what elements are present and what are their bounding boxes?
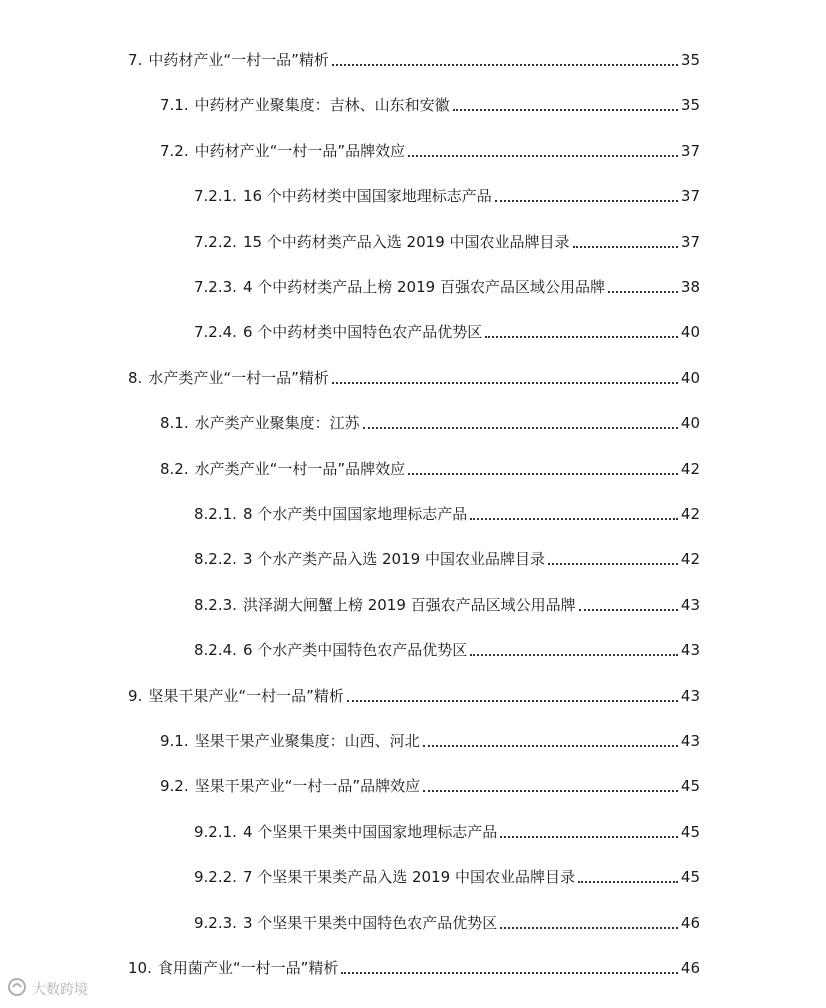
- toc-entry-number: 8.1.: [160, 414, 189, 433]
- toc-entry-title: 坚果干果产业聚集度：山西、河北: [194, 732, 420, 750]
- toc-entry-number: 7.2.: [160, 141, 189, 160]
- toc-page-number: 40: [680, 323, 700, 342]
- toc-entry-number: 9.2.3.: [194, 913, 237, 932]
- toc-dot-leader: [608, 290, 678, 293]
- toc-entry-title: 8 个水产类中国国家地理标志产品: [242, 505, 468, 523]
- toc-page-number: 45: [680, 777, 700, 796]
- toc-entry-title: 洪泽湖大闸蟹上榜 2019 百强农产品区域公用品牌: [242, 595, 576, 614]
- toc-page-number: 42: [680, 459, 700, 478]
- toc-dot-leader: [495, 199, 678, 202]
- toc-entry-title: 6 个水产类中国特色农产品优势区: [242, 641, 468, 660]
- toc-entry[interactable]: [160, 770, 700, 796]
- toc-entry-number: 9.2.2.: [194, 868, 237, 887]
- toc-entry-number: 9.2.: [160, 777, 189, 796]
- toc-dot-leader: [408, 472, 678, 475]
- toc-entry[interactable]: [194, 861, 700, 887]
- toc-entry-title: 3 个水产类产品入选 2019 中国农业品牌目录: [242, 550, 545, 569]
- toc-page-number: 40: [680, 368, 700, 387]
- toc-entry-title: 中药材产业聚集度：吉林、山东和安徽: [194, 96, 450, 115]
- toc-entry-number: 7.2.2.: [194, 232, 237, 251]
- toc-dot-leader: [341, 971, 678, 974]
- toc-entry-number: 7.2.1.: [194, 187, 237, 206]
- toc-entry[interactable]: [194, 498, 700, 524]
- toc-page-number: 46: [680, 959, 700, 977]
- toc-page-number: 43: [680, 641, 700, 660]
- toc-entry-title: 水产类产业“一村一品”精析: [148, 368, 329, 387]
- toc-entry-title: 4 个中药材类产品上榜 2019 百强农产品区域公用品牌: [242, 278, 605, 296]
- toc-dot-leader: [500, 835, 678, 838]
- toc-page-number: 35: [680, 96, 700, 115]
- toc-page-number: 43: [680, 732, 700, 750]
- toc-page-number: 37: [680, 187, 700, 206]
- toc-page-number: 37: [680, 232, 700, 251]
- toc-entry[interactable]: [128, 44, 700, 70]
- toc-entry-number: 8.2.2.: [194, 550, 237, 569]
- toc-entry-number: 8.2.: [160, 459, 189, 478]
- toc-entry-title: 中药材产业“一村一品”品牌效应: [194, 141, 406, 160]
- toc-entry-title: 7 个坚果干果类产品入选 2019 中国农业品牌目录: [242, 868, 575, 887]
- toc-page-number: 43: [680, 595, 700, 614]
- toc-dot-leader: [548, 562, 678, 565]
- toc-entry-number: 9.1.: [160, 732, 189, 750]
- toc-page-number: 38: [680, 278, 700, 296]
- toc-entry-title: 4 个坚果干果类中国国家地理标志产品: [242, 822, 498, 841]
- toc-dot-leader: [423, 789, 678, 792]
- toc-dot-leader: [573, 245, 678, 248]
- toc-page-number: 45: [680, 822, 700, 841]
- toc-dot-leader: [485, 335, 678, 338]
- toc-entry-number: 8.: [128, 368, 143, 387]
- toc-entry[interactable]: [194, 589, 700, 615]
- toc-entry-number: 7.2.3.: [194, 278, 237, 296]
- toc-entry-title: 水产类产业聚集度：江苏: [194, 414, 360, 433]
- toc-page-number: 37: [680, 141, 700, 160]
- toc-entry-number: 7.1.: [160, 96, 189, 115]
- toc-entry-number: 8.2.3.: [194, 595, 237, 614]
- toc-entry-number: 8.2.4.: [194, 641, 237, 660]
- toc-entry-title: 16 个中药材类中国国家地理标志产品: [242, 187, 492, 206]
- toc-entry[interactable]: [128, 680, 700, 706]
- toc-dot-leader: [332, 381, 678, 384]
- watermark-text: 大数跨境: [32, 982, 88, 998]
- toc-page-number: 45: [680, 868, 700, 887]
- toc-entry-number: 7.: [128, 51, 143, 69]
- toc-entry[interactable]: [194, 907, 700, 933]
- toc-entry-number: 8.2.1.: [194, 505, 237, 523]
- toc-dot-leader: [578, 880, 678, 883]
- toc-dot-leader: [363, 426, 678, 429]
- toc-dot-leader: [453, 108, 678, 111]
- toc-entry[interactable]: [194, 226, 700, 252]
- toc-entry-number: 7.2.4.: [194, 323, 237, 342]
- toc-entry[interactable]: [160, 89, 700, 115]
- toc-entry-title: 食用菌产业“一村一品”精析: [157, 959, 339, 977]
- toc-entry[interactable]: [194, 271, 700, 297]
- toc-dot-leader: [470, 517, 678, 520]
- toc-dot-leader: [470, 653, 678, 656]
- toc-dot-leader: [500, 926, 678, 929]
- toc-entry[interactable]: [194, 180, 700, 206]
- toc-entry-title: 15 个中药材类产品入选 2019 中国农业品牌目录: [242, 232, 570, 251]
- toc-entry-title: 坚果干果产业“一村一品”精析: [148, 686, 344, 705]
- toc-dot-leader: [423, 744, 678, 747]
- toc-dot-leader: [408, 154, 678, 157]
- toc-entry-title: 6 个中药材类中国特色农产品优势区: [242, 323, 483, 342]
- toc-entry-title: 坚果干果产业“一村一品”品牌效应: [194, 777, 421, 796]
- toc-entry-number: 10.: [128, 959, 152, 977]
- toc-entry[interactable]: [194, 543, 700, 569]
- toc-dot-leader: [332, 63, 678, 66]
- toc-entry-title: 中药材产业“一村一品”精析: [148, 51, 329, 69]
- toc-page-number: 40: [680, 414, 700, 433]
- toc-entry[interactable]: [160, 135, 700, 161]
- toc-dot-leader: [347, 699, 678, 702]
- toc-entry[interactable]: [194, 634, 700, 660]
- toc-entry[interactable]: [160, 453, 700, 479]
- toc-entry[interactable]: [160, 407, 700, 433]
- toc-entry-title: 3 个坚果干果类中国特色农产品优势区: [242, 913, 498, 932]
- toc-entry[interactable]: [194, 816, 700, 842]
- toc-entry-number: 9.: [128, 686, 143, 705]
- toc-entry[interactable]: [160, 725, 700, 751]
- toc-page-number: 42: [680, 505, 700, 523]
- watermark-logo-icon: [6, 976, 28, 1002]
- toc-entry[interactable]: [194, 316, 700, 342]
- toc-page-number: 46: [680, 913, 700, 932]
- toc-page-number: 35: [680, 51, 700, 69]
- toc-page-number: 43: [680, 686, 700, 705]
- toc-entry-title: 水产类产业“一村一品”品牌效应: [194, 459, 406, 478]
- toc-dot-leader: [579, 608, 678, 611]
- toc-page-number: 42: [680, 550, 700, 569]
- toc-entry[interactable]: [128, 952, 700, 978]
- watermark: [6, 976, 88, 1002]
- toc-entry-number: 9.2.1.: [194, 822, 237, 841]
- toc-entry[interactable]: [128, 362, 700, 388]
